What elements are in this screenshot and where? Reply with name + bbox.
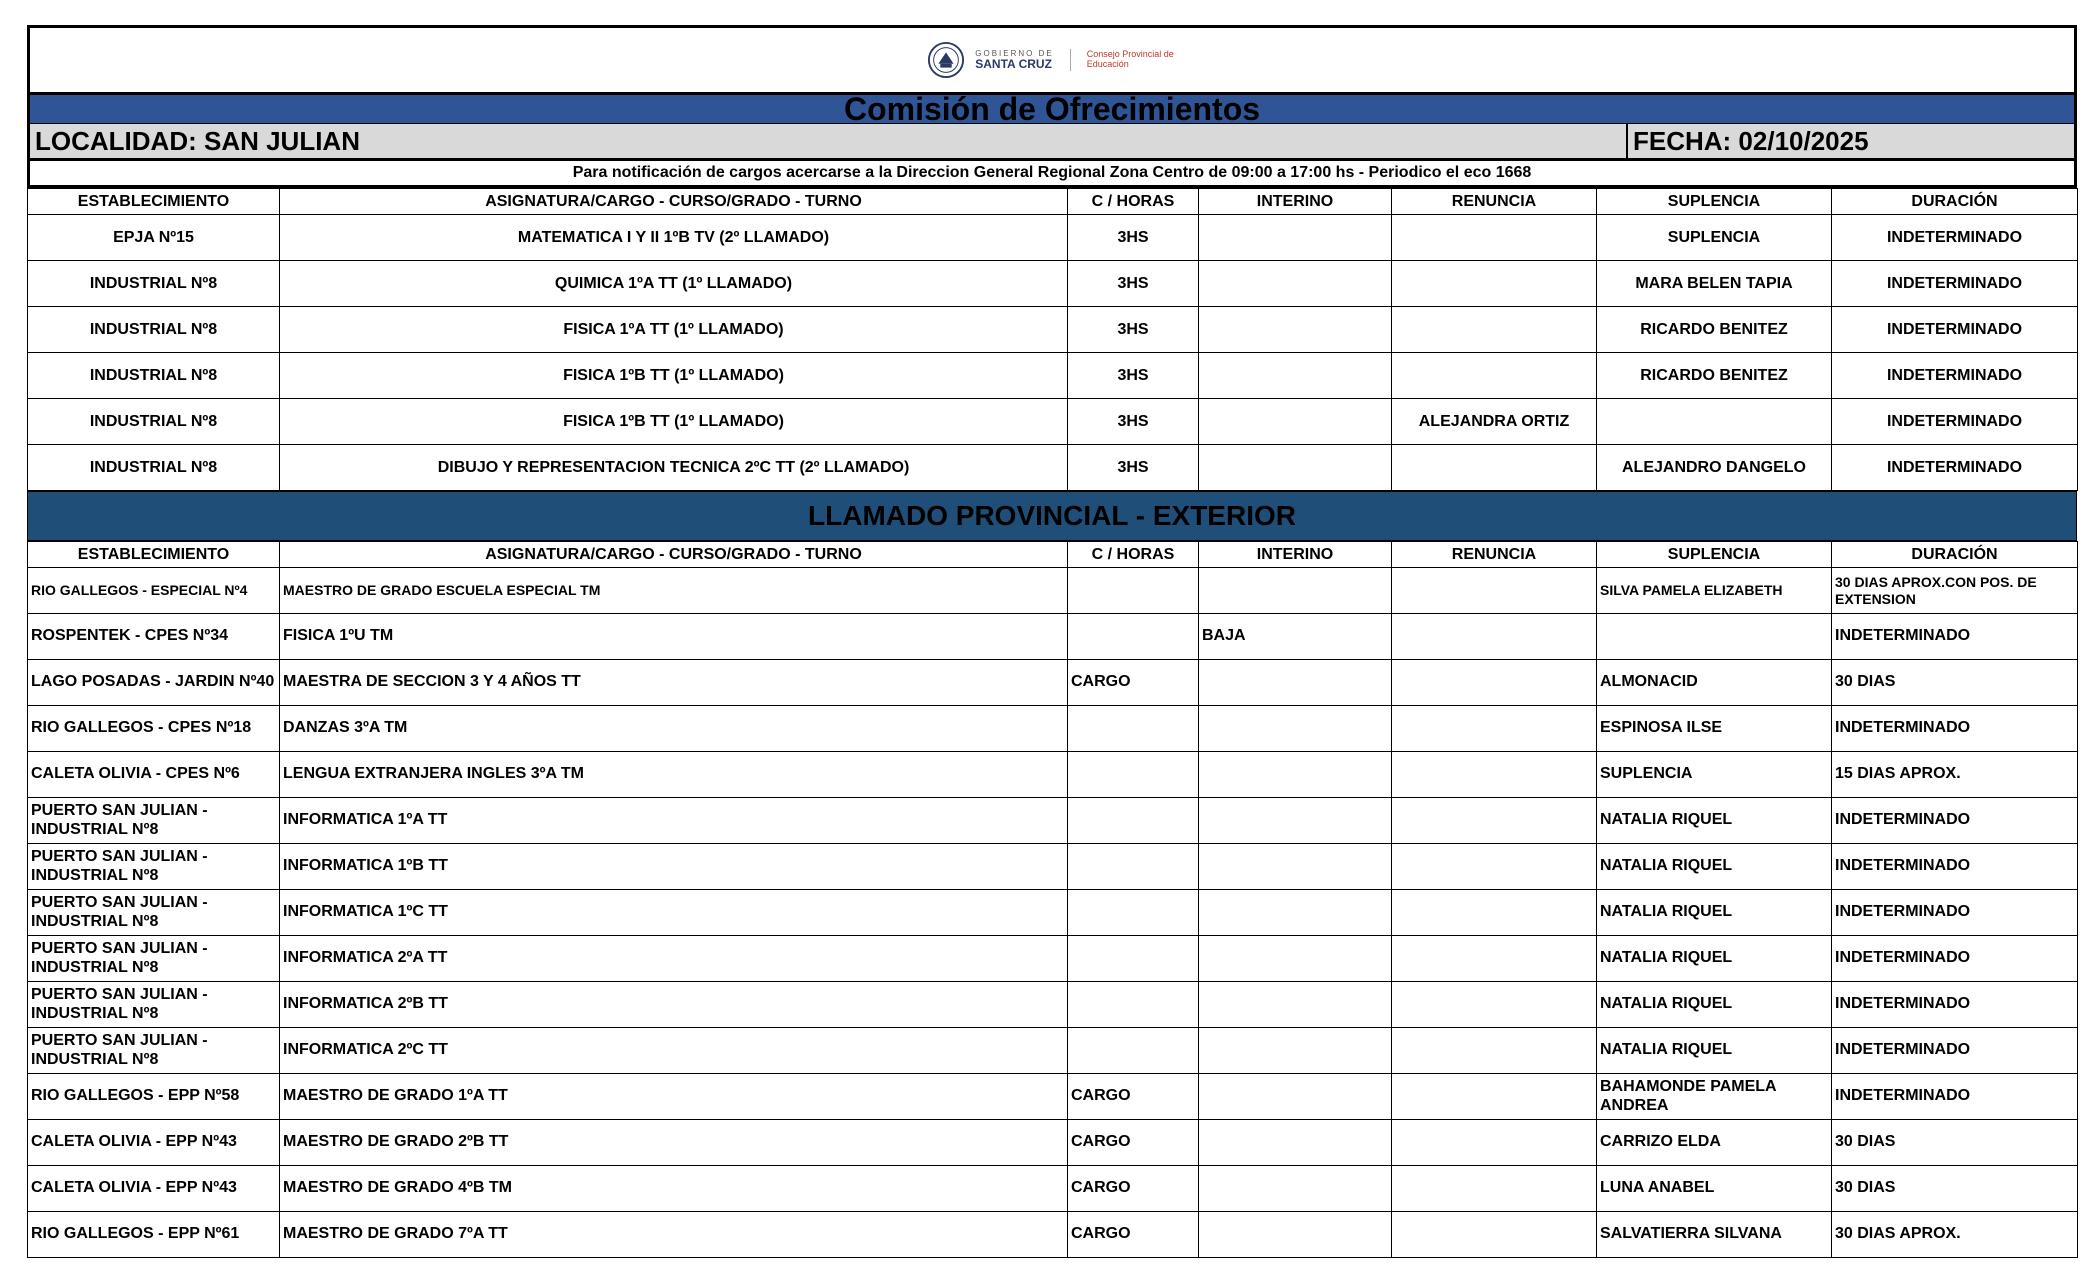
cell-establecimiento: LAGO POSADAS - JARDIN Nº40: [28, 660, 280, 706]
cell-renuncia: [1392, 1028, 1597, 1074]
provincial-table: [27, 541, 2078, 1258]
cell-interino: [1199, 936, 1392, 982]
column-header-c-horas: C / HORAS: [1068, 542, 1199, 568]
cell-suplencia: CARRIZO ELDA: [1597, 1120, 1832, 1166]
cell-interino: [1199, 261, 1392, 307]
cell-duracion: INDETERMINADO: [1832, 614, 2078, 660]
cell-asignatura: INFORMATICA 2ºC TT: [280, 1028, 1068, 1074]
cell-renuncia: [1392, 752, 1597, 798]
cell-c-horas: [1068, 568, 1199, 614]
cell-c-horas: [1068, 752, 1199, 798]
cell-establecimiento: PUERTO SAN JULIAN - INDUSTRIAL Nº8: [28, 1028, 280, 1074]
cell-c-horas: CARGO: [1068, 1120, 1199, 1166]
cell-renuncia: [1392, 568, 1597, 614]
column-header-establecimiento: ESTABLECIMIENTO: [28, 542, 280, 568]
cell-renuncia: [1392, 614, 1597, 660]
cell-c-horas: 3HS: [1068, 261, 1199, 307]
cell-c-horas: [1068, 982, 1199, 1028]
cell-establecimiento: INDUSTRIAL Nº8: [28, 261, 280, 307]
cell-c-horas: [1068, 798, 1199, 844]
cell-c-horas: CARGO: [1068, 660, 1199, 706]
cell-establecimiento: ROSPENTEK - CPES Nº34: [28, 614, 280, 660]
table-row: [28, 844, 2078, 890]
cell-suplencia: MARA BELEN TAPIA: [1597, 261, 1832, 307]
cell-establecimiento: RIO GALLEGOS - EPP Nº58: [28, 1074, 280, 1120]
cell-c-horas: [1068, 936, 1199, 982]
logo-divider: [1070, 49, 1071, 71]
table-row: [28, 1166, 2078, 1212]
info-row: [27, 124, 2077, 158]
cell-duracion: 30 DIAS: [1832, 1166, 2078, 1212]
column-header-interino: INTERINO: [1199, 542, 1392, 568]
table-row: [28, 399, 2078, 445]
cell-suplencia: SALVATIERRA SILVANA: [1597, 1212, 1832, 1258]
cell-suplencia: NATALIA RIQUEL: [1597, 890, 1832, 936]
cell-asignatura: MAESTRO DE GRADO 2ºB TT: [280, 1120, 1068, 1166]
cell-interino: [1199, 1166, 1392, 1212]
cell-renuncia: [1392, 307, 1597, 353]
cell-establecimiento: EPJA Nº15: [28, 215, 280, 261]
cell-suplencia: SILVA PAMELA ELIZABETH: [1597, 568, 1832, 614]
consejo-text: Consejo Provincial de Educación: [1086, 49, 1174, 69]
column-header-c-horas: C / HORAS: [1068, 189, 1199, 215]
table-row: [28, 660, 2078, 706]
cell-establecimiento: RIO GALLEGOS - EPP Nº61: [28, 1212, 280, 1258]
cell-renuncia: [1392, 1074, 1597, 1120]
cell-asignatura: INFORMATICA 2ºA TT: [280, 936, 1068, 982]
table-row: [28, 752, 2078, 798]
cell-duracion: INDETERMINADO: [1832, 307, 2078, 353]
cell-establecimiento: INDUSTRIAL Nº8: [28, 307, 280, 353]
table-row: [28, 706, 2078, 752]
cell-duracion: 30 DIAS: [1832, 660, 2078, 706]
cell-suplencia: ALEJANDRO DANGELO: [1597, 445, 1832, 491]
cell-suplencia: [1597, 399, 1832, 445]
cell-renuncia: [1392, 890, 1597, 936]
cell-asignatura: MAESTRO DE GRADO 7ºA TT: [280, 1212, 1068, 1258]
cell-interino: [1199, 353, 1392, 399]
cell-c-horas: CARGO: [1068, 1212, 1199, 1258]
cell-establecimiento: INDUSTRIAL Nº8: [28, 399, 280, 445]
table-row: [28, 890, 2078, 936]
cell-asignatura: DIBUJO Y REPRESENTACION TECNICA 2ºC TT (2º LLAMADO): [280, 445, 1068, 491]
cell-c-horas: [1068, 614, 1199, 660]
cell-establecimiento: INDUSTRIAL Nº8: [28, 445, 280, 491]
column-header-interino: INTERINO: [1199, 189, 1392, 215]
cell-c-horas: 3HS: [1068, 215, 1199, 261]
cell-interino: [1199, 1074, 1392, 1120]
table-row: [28, 982, 2078, 1028]
cell-c-horas: CARGO: [1068, 1166, 1199, 1212]
cell-establecimiento: PUERTO SAN JULIAN - INDUSTRIAL Nº8: [28, 936, 280, 982]
cell-c-horas: 3HS: [1068, 445, 1199, 491]
cell-renuncia: [1392, 660, 1597, 706]
cell-suplencia: NATALIA RIQUEL: [1597, 936, 1832, 982]
cell-renuncia: [1392, 798, 1597, 844]
cell-suplencia: LUNA ANABEL: [1597, 1166, 1832, 1212]
table-row: [28, 568, 2078, 614]
cell-asignatura: QUIMICA 1ºA TT (1º LLAMADO): [280, 261, 1068, 307]
cell-renuncia: [1392, 982, 1597, 1028]
cell-renuncia: [1392, 1120, 1597, 1166]
cell-interino: [1199, 399, 1392, 445]
table-row: [28, 798, 2078, 844]
cell-renuncia: [1392, 844, 1597, 890]
cell-duracion: INDETERMINADO: [1832, 1028, 2078, 1074]
table-row: [28, 1074, 2078, 1120]
table-row: [28, 307, 2078, 353]
cell-asignatura: FISICA 1ºB TT (1º LLAMADO): [280, 353, 1068, 399]
cell-suplencia: [1597, 614, 1832, 660]
cell-interino: [1199, 982, 1392, 1028]
cell-suplencia: NATALIA RIQUEL: [1597, 982, 1832, 1028]
column-header-duracion: DURACIÓN: [1832, 189, 2078, 215]
cell-c-horas: [1068, 844, 1199, 890]
cell-establecimiento: INDUSTRIAL Nº8: [28, 353, 280, 399]
fecha: FECHA: 02/10/2025: [1633, 126, 1869, 156]
section-title: LLAMADO PROVINCIAL - EXTERIOR: [27, 491, 2077, 541]
cell-c-horas: [1068, 1028, 1199, 1074]
cell-establecimiento: CALETA OLIVIA - EPP Nº43: [28, 1166, 280, 1212]
gov-top: GOBIERNO DE: [975, 49, 1054, 58]
cell-duracion: INDETERMINADO: [1832, 399, 2078, 445]
column-header-suplencia: SUPLENCIA: [1597, 189, 1832, 215]
cell-asignatura: MAESTRO DE GRADO ESCUELA ESPECIAL TM: [280, 568, 1068, 614]
cell-duracion: 15 DIAS APROX.: [1832, 752, 2078, 798]
notice: Para notificación de cargos acercarse a la Direccion General Regional Zona Centro de 09:00 a 17:00 hs - Periodico el eco 1668: [27, 158, 2077, 188]
sheet: [27, 25, 2077, 1258]
page-title: Comisión de Ofrecimientos: [27, 92, 2077, 124]
table-row: [28, 1212, 2078, 1258]
cell-duracion: INDETERMINADO: [1832, 215, 2078, 261]
cell-interino: [1199, 798, 1392, 844]
cell-duracion: INDETERMINADO: [1832, 353, 2078, 399]
cell-suplencia: BAHAMONDE PAMELA ANDREA: [1597, 1074, 1832, 1120]
table-row: [28, 1028, 2078, 1074]
cell-suplencia: RICARDO BENITEZ: [1597, 307, 1832, 353]
cell-interino: [1199, 706, 1392, 752]
cell-duracion: 30 DIAS APROX.: [1832, 1212, 2078, 1258]
cell-asignatura: INFORMATICA 1ºB TT: [280, 844, 1068, 890]
cell-c-horas: [1068, 706, 1199, 752]
cell-interino: [1199, 1028, 1392, 1074]
cell-asignatura: FISICA 1ºB TT (1º LLAMADO): [280, 399, 1068, 445]
cell-renuncia: [1392, 1212, 1597, 1258]
cell-c-horas: 3HS: [1068, 353, 1199, 399]
table-row: [28, 445, 2078, 491]
cell-interino: [1199, 752, 1392, 798]
cell-suplencia: SUPLENCIA: [1597, 752, 1832, 798]
table-header: [28, 189, 2078, 215]
santa-cruz-seal-icon: [927, 41, 965, 79]
cell-duracion: INDETERMINADO: [1832, 706, 2078, 752]
cell-asignatura: MAESTRA DE SECCION 3 Y 4 AÑOS TT: [280, 660, 1068, 706]
cell-interino: [1199, 660, 1392, 706]
table-row: [28, 353, 2078, 399]
table-row: [28, 614, 2078, 660]
cell-duracion: INDETERMINADO: [1832, 890, 2078, 936]
table-row: [28, 936, 2078, 982]
cell-duracion: INDETERMINADO: [1832, 261, 2078, 307]
gov-logo-text: [975, 50, 1053, 70]
cell-interino: BAJA: [1199, 614, 1392, 660]
logo-header: [27, 25, 2077, 92]
cell-duracion: 30 DIAS APROX.CON POS. DE EXTENSION: [1832, 568, 2078, 614]
cell-renuncia: [1392, 353, 1597, 399]
cell-renuncia: [1392, 215, 1597, 261]
cell-interino: [1199, 568, 1392, 614]
cell-renuncia: [1392, 261, 1597, 307]
cell-establecimiento: RIO GALLEGOS - CPES Nº18: [28, 706, 280, 752]
cell-duracion: INDETERMINADO: [1832, 982, 2078, 1028]
column-header-suplencia: SUPLENCIA: [1597, 542, 1832, 568]
cell-asignatura: MAESTRO DE GRADO 1ºA TT: [280, 1074, 1068, 1120]
cell-establecimiento: PUERTO SAN JULIAN - INDUSTRIAL Nº8: [28, 798, 280, 844]
cell-establecimiento: CALETA OLIVIA - CPES Nº6: [28, 752, 280, 798]
cell-renuncia: ALEJANDRA ORTIZ: [1392, 399, 1597, 445]
cell-establecimiento: PUERTO SAN JULIAN - INDUSTRIAL Nº8: [28, 890, 280, 936]
cell-suplencia: NATALIA RIQUEL: [1597, 1028, 1832, 1074]
cell-interino: [1199, 215, 1392, 261]
cell-suplencia: NATALIA RIQUEL: [1597, 844, 1832, 890]
cell-establecimiento: PUERTO SAN JULIAN - INDUSTRIAL Nº8: [28, 982, 280, 1028]
cell-duracion: INDETERMINADO: [1832, 844, 2078, 890]
cell-establecimiento: PUERTO SAN JULIAN - INDUSTRIAL Nº8: [28, 844, 280, 890]
table-header: [28, 542, 2078, 568]
cell-asignatura: FISICA 1ºU TM: [280, 614, 1068, 660]
cell-asignatura: INFORMATICA 1ºA TT: [280, 798, 1068, 844]
table-row: [28, 1120, 2078, 1166]
cell-interino: [1199, 844, 1392, 890]
cell-suplencia: NATALIA RIQUEL: [1597, 798, 1832, 844]
cell-suplencia: RICARDO BENITEZ: [1597, 353, 1832, 399]
cell-c-horas: CARGO: [1068, 1074, 1199, 1120]
cell-interino: [1199, 1212, 1392, 1258]
cell-suplencia: SUPLENCIA: [1597, 215, 1832, 261]
cell-duracion: 30 DIAS: [1832, 1120, 2078, 1166]
cell-interino: [1199, 445, 1392, 491]
localidad: LOCALIDAD: SAN JULIAN: [30, 124, 1628, 158]
local-table: [27, 188, 2078, 491]
column-header-duracion: DURACIÓN: [1832, 542, 2078, 568]
cell-renuncia: [1392, 1166, 1597, 1212]
cell-c-horas: 3HS: [1068, 307, 1199, 353]
cell-asignatura: MAESTRO DE GRADO 4ºB TM: [280, 1166, 1068, 1212]
gov-bottom: SANTA CRUZ: [975, 57, 1052, 71]
column-header-establecimiento: ESTABLECIMIENTO: [28, 189, 280, 215]
column-header-asignatura: ASIGNATURA/CARGO - CURSO/GRADO - TURNO: [280, 542, 1068, 568]
cell-duracion: INDETERMINADO: [1832, 1074, 2078, 1120]
column-header-asignatura: ASIGNATURA/CARGO - CURSO/GRADO - TURNO: [280, 189, 1068, 215]
cell-c-horas: 3HS: [1068, 399, 1199, 445]
table-row: [28, 261, 2078, 307]
cell-establecimiento: RIO GALLEGOS - ESPECIAL Nº4: [28, 568, 280, 614]
cell-establecimiento: CALETA OLIVIA - EPP Nº43: [28, 1120, 280, 1166]
cell-renuncia: [1392, 936, 1597, 982]
cell-duracion: INDETERMINADO: [1832, 798, 2078, 844]
cell-asignatura: FISICA 1ºA TT (1º LLAMADO): [280, 307, 1068, 353]
cell-asignatura: INFORMATICA 2ºB TT: [280, 982, 1068, 1028]
cell-asignatura: LENGUA EXTRANJERA INGLES 3ºA TM: [280, 752, 1068, 798]
cell-interino: [1199, 1120, 1392, 1166]
cell-renuncia: [1392, 445, 1597, 491]
cell-asignatura: MATEMATICA I Y II 1ºB TV (2º LLAMADO): [280, 215, 1068, 261]
cell-suplencia: ESPINOSA ILSE: [1597, 706, 1832, 752]
cell-c-horas: [1068, 890, 1199, 936]
cell-renuncia: [1392, 706, 1597, 752]
cell-interino: [1199, 890, 1392, 936]
cell-duracion: INDETERMINADO: [1832, 445, 2078, 491]
cell-suplencia: ALMONACID: [1597, 660, 1832, 706]
cell-asignatura: INFORMATICA 1ºC TT: [280, 890, 1068, 936]
cell-duracion: INDETERMINADO: [1832, 936, 2078, 982]
column-header-renuncia: RENUNCIA: [1392, 189, 1597, 215]
table-row: [28, 215, 2078, 261]
cell-asignatura: DANZAS 3ºA TM: [280, 706, 1068, 752]
column-header-renuncia: RENUNCIA: [1392, 542, 1597, 568]
cell-interino: [1199, 307, 1392, 353]
